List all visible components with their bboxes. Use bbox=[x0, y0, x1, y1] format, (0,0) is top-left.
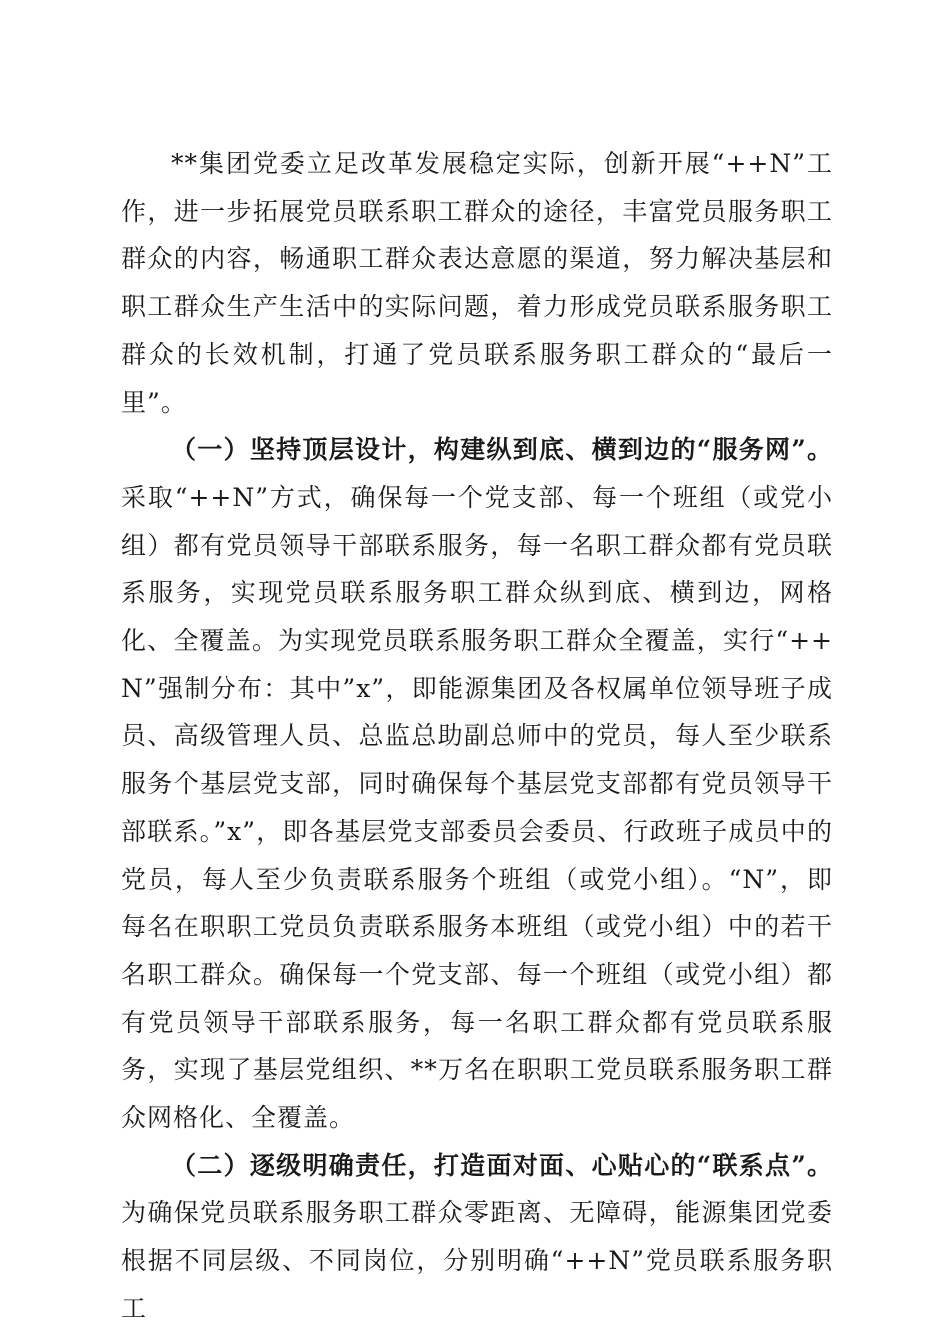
section-one-heading: （一）坚持顶层设计，构建纵到底、横到边的“服务网”。 bbox=[171, 435, 833, 465]
intro-paragraph bbox=[121, 140, 833, 426]
document-body bbox=[121, 140, 833, 1333]
section-one-text: 采取“++N”方式，确保每一个党支部、每一个班组（或党小组）都有党员领导干部联系服务，每一名职工群众都有党员联系服务，实现党员联系服务职工群众纵到底、横到边，网格化、全覆盖。为实现党员联系服务职工群众全覆盖，实行“++N”强制分布：其中”x”，即能源集团及各权属单位领导班子成员、高级管理人员、总监总助副总师中的党员，每人至少联系服务个基层党支部，同时确保每个基层党支部都有党员领导干部联系。”x”，即各基层党支部委员会委员、行政班子成员中的党员，每人至少负责联系服务个班组（或党小组）。“N”，即每名在职职工党员负责联系服务本班组（或党小组）中的若干名职工群众。确保每一个党支部、每一个班组（或党小组）都有党员领导干部联系服务，每一名职工群众都有党员联系服务，实现了基层党组织、**万名在职职工党员联系服务职工群众网格化、全覆盖。 bbox=[121, 482, 833, 1133]
section-two-text: 为确保党员联系服务职工群众零距离、无障碍，能源集团党委根据不同层级、不同岗位，分别明确“++N”党员联系服务职工 bbox=[121, 1198, 833, 1323]
section-one-paragraph bbox=[121, 426, 833, 1142]
section-two-heading: （二）逐级明确责任，打造面对面、心贴心的“联系点”。 bbox=[171, 1150, 833, 1180]
intro-paragraph-text: **集团党委立足改革发展稳定实际，创新开展“++N”工作，进一步拓展党员联系职工群众的途径，丰富党员服务职工群众的内容，畅通职工群众表达意愿的渠道，努力解决基层和职工群众生产生活中的实际问题，着力形成党员联系服务职工群众的长效机制，打通了党员联系服务职工群众的“最后一里”。 bbox=[121, 149, 833, 417]
section-two-paragraph bbox=[121, 1142, 833, 1333]
